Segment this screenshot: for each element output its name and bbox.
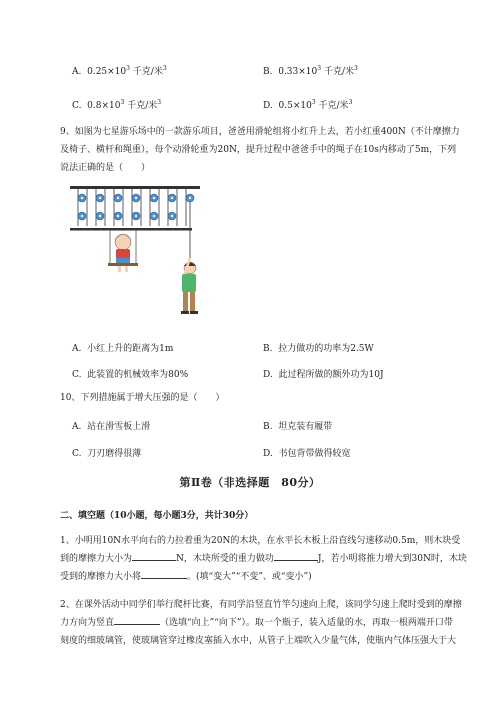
fill1-blank-work[interactable] — [274, 551, 318, 561]
q9-option-a[interactable]: A. 小红上升的距离为1m — [72, 344, 174, 354]
section-title: 第Ⅱ卷（非选择题 80分） — [179, 476, 321, 489]
fill2-blank-direction[interactable] — [114, 615, 160, 625]
q10-option-a[interactable]: A. 站在滑雪板上滑 — [72, 422, 151, 432]
fill1-line3: 受到的摩擦力大小将 。(填“变大”“不变”、或“变小”) — [60, 568, 312, 586]
fill1-blank-friction[interactable] — [132, 551, 176, 561]
fill1-line2: 到的摩擦力大小为 N，木块所受的重力做功 J，若小明将推力增大到30N时，木块 — [60, 550, 467, 568]
q8-option-a[interactable]: A. $0.25\times 10^3$ 千克/米$^3$ — [72, 65, 167, 77]
q10-option-c[interactable]: C. 刀刃磨得很薄 — [72, 449, 142, 459]
q9-stem-line2: 及椅子、横杆和绳重），每个动滑轮重为20N，提升过程中爸爸手中的绳子在10s内移动了5m，下列 — [60, 145, 457, 155]
girl-figure — [108, 234, 138, 272]
q9-stem-line3: 说法正确的是（ ） — [60, 163, 151, 173]
fill2-line2: 力方向为竖直 （选填“向上”“向下”）。取一个瓶子，装入适量的水，再取一根两端开口带 — [60, 614, 453, 632]
fill1-blank-change[interactable] — [141, 569, 187, 579]
lower-beam — [70, 228, 192, 231]
top-beam — [70, 186, 200, 189]
dad-figure — [181, 258, 198, 314]
fill2-line1: 2、在课外活动中同学们举行爬杆比赛，有同学沿竖直竹竿匀速向上爬，该同学匀速上爬时受到的摩擦 — [60, 600, 462, 610]
q8-option-c[interactable]: C. $0.8\times 10^3$ 千克/米$^3$ — [72, 99, 162, 111]
fill2-line3: 刻度的细玻璃管，使玻璃管穿过橡皮塞插入水中，从管子上端吹入少量气体，使瓶内气体压强大于大 — [60, 636, 457, 646]
q9-option-c[interactable]: C. 此装置的机械效率为80% — [72, 370, 189, 380]
pulley-ride-figure — [66, 182, 226, 320]
fill1-line1: 1、小明用10N水平向右的力拉着重为20N的木块，在水平长木板上沿直线匀速移动0.5m，则木块受 — [60, 536, 461, 546]
q10-option-d[interactable]: D. 书包背带做得较宽 — [263, 449, 351, 459]
q10-option-b[interactable]: B. 坦克装有履带 — [263, 422, 333, 432]
q9-option-d[interactable]: D. 此过程所做的额外功为10J — [263, 370, 384, 380]
q8-option-d[interactable]: D. $0.5\times 10^3$ 千克/米$^3$ — [263, 99, 353, 111]
q10-stem: 10、下列措施属于增大压强的是（ ） — [60, 393, 225, 403]
section-sub-title: 二、填空题（10小题，每小题3分，共计30分） — [60, 511, 254, 521]
q9-option-b[interactable]: B. 拉力做功的功率为2.5W — [263, 344, 374, 354]
q9-stem-line1: 9、如图为七星游乐场中的一款游乐项目，爸爸用滑轮组将小红升上去，若小红重400N（不计摩擦力 — [60, 127, 460, 137]
q8-option-b[interactable]: B. $0.33\times 10^3$ 千克/米$^3$ — [263, 65, 358, 77]
